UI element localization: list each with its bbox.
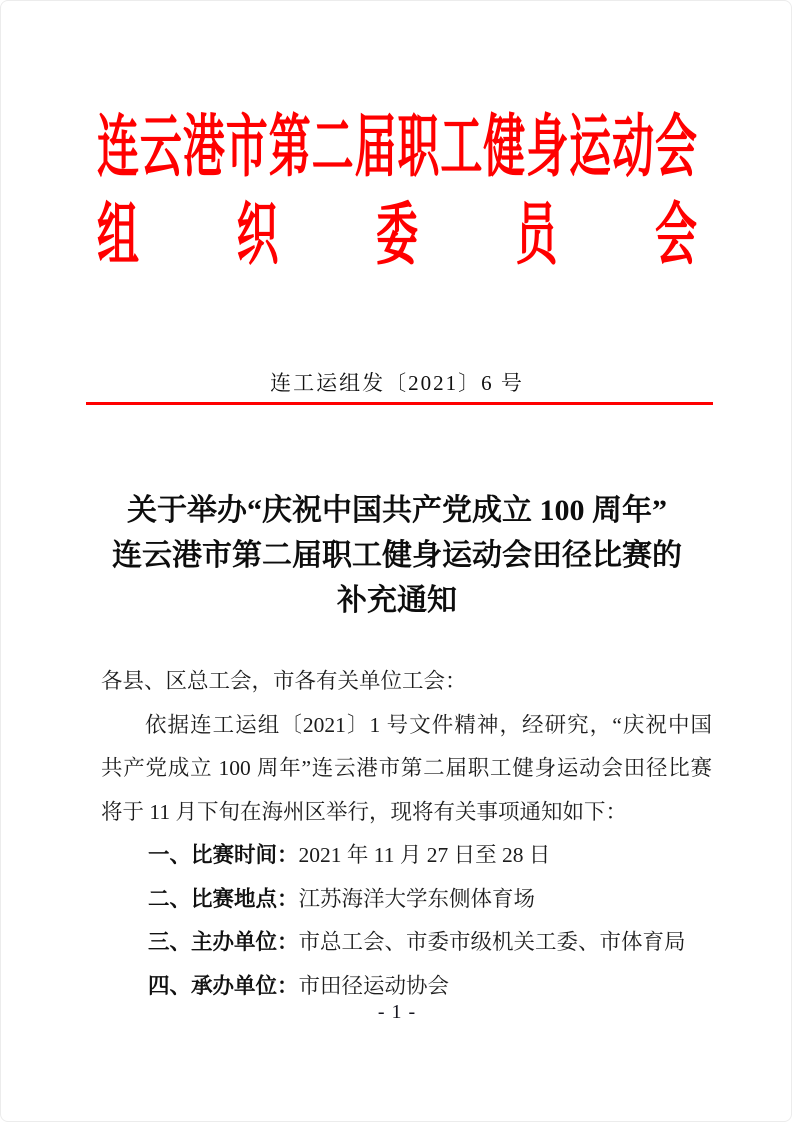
red-separator-line xyxy=(86,402,713,405)
title-line-2: 连云港市第二届职工健身运动会田径比赛的 xyxy=(112,539,682,572)
letterhead-committee-name: 组 织 委 员 会 xyxy=(97,199,697,275)
item-value: 市总工会、市委市级机关工委、市体育局 xyxy=(298,930,686,954)
item-label: 四、承办单位： xyxy=(148,973,299,998)
document-body xyxy=(101,660,712,1008)
notice-item-host-organizations xyxy=(101,921,712,965)
item-value: 市田径运动协会 xyxy=(298,973,450,998)
paragraph-line-3: 将于 11 月下旬在海州区举行，现将有关事项通知如下： xyxy=(101,799,627,824)
paragraph-line-1: 依据连工运组〔2021〕1 号文件精神，经研究，“庆祝中国 xyxy=(145,712,712,737)
letterhead-org-name: 连 云 港 市 第 二 届 职 工 健 身 运 动 会 xyxy=(97,111,697,187)
item-value: 江苏海洋大学东侧体育场 xyxy=(298,886,536,911)
title-line-3: 补充通知 xyxy=(337,584,457,617)
item-label: 一、比赛时间： xyxy=(148,843,299,867)
item-value: 2021 年 11 月 27 日至 28 日 xyxy=(298,843,551,867)
page-number: - 1 - xyxy=(377,1001,417,1023)
document-title xyxy=(47,488,747,623)
document-number: 连工运组发〔2021〕6 号 xyxy=(270,371,524,395)
item-label: 二、比赛地点： xyxy=(148,886,299,911)
salutation-line: 各县、区总工会，市各有关单位工会： xyxy=(101,669,467,693)
title-line-1: 关于举办“庆祝中国共产党成立 100 周年” xyxy=(127,494,667,527)
notice-item-competition-venue xyxy=(101,878,712,922)
notice-item-competition-time xyxy=(101,834,712,878)
paragraph-line-2: 共产党成立 100 周年”连云港市第二届职工健身运动会田径比赛 xyxy=(101,756,712,780)
item-label: 三、主办单位： xyxy=(148,930,299,954)
